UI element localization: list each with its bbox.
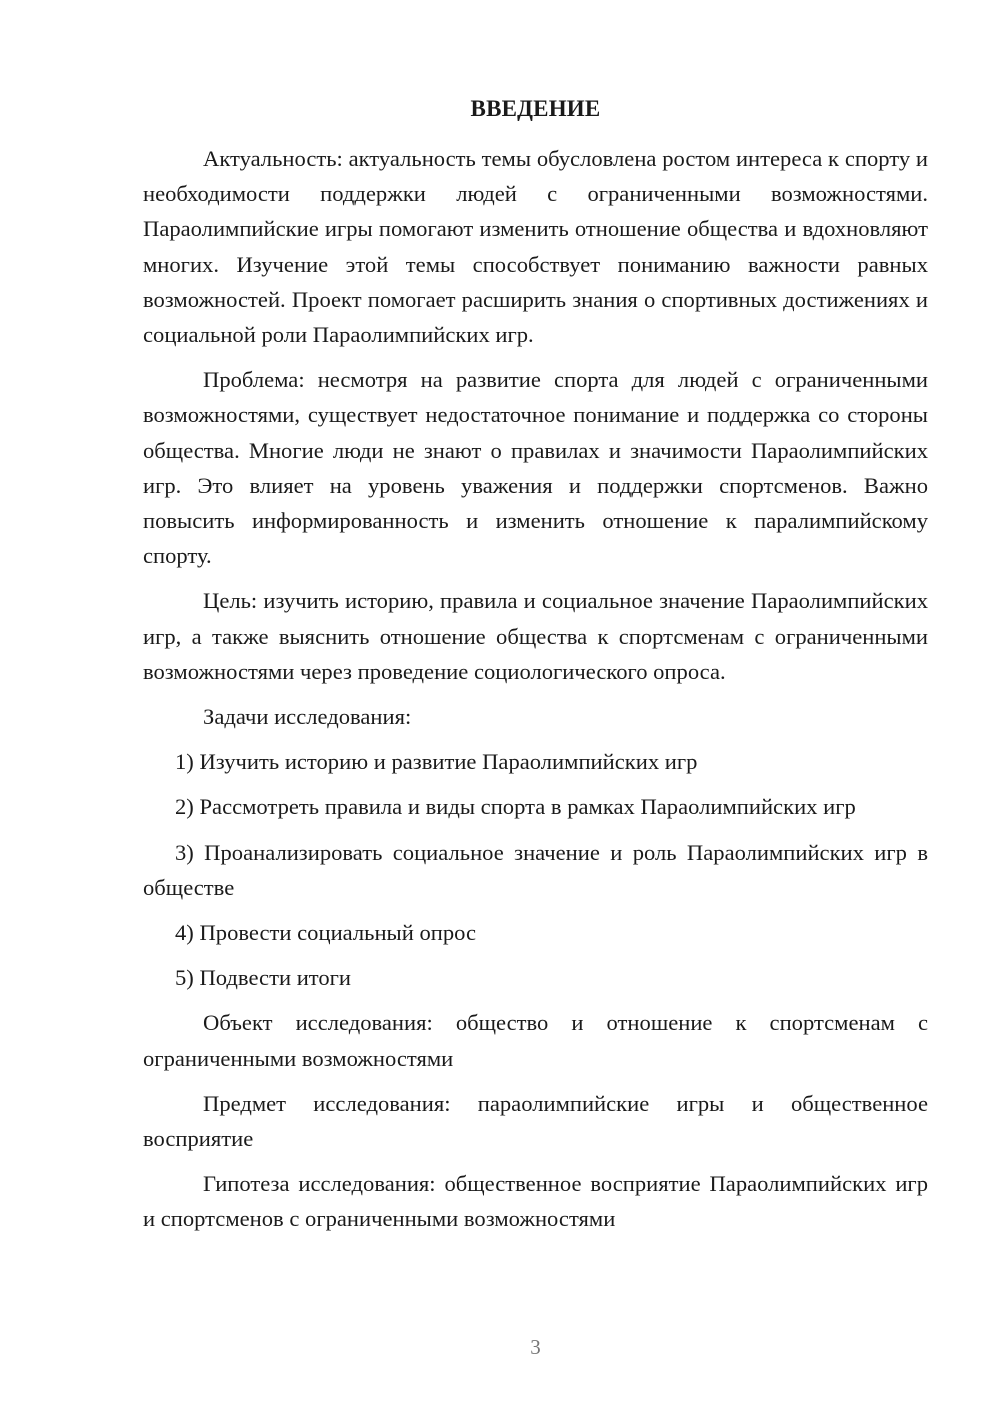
problem-paragraph: Проблема: несмотря на развитие спорта для людей с ограниченными возможностями, существует недостаточное понимание и поддержка со стороны общества. Многие люди не знают о правилах и значимости Параолимпийских игр. Это влияет на уровень уважения и поддержки спортсменов. Важно повысить информированность и изменить отношение к паралимпийскому спорту. <box>143 367 928 569</box>
task-item: 3) Проанализировать социальное значение и роль Параолимпийских игр в обществе <box>143 839 928 900</box>
goal-paragraph: Цель: изучить историю, правила и социальное значение Параолимпийских игр, а также выяснить отношение общества к спортсменам с ограниченными возможностями через проведение социологического опроса. <box>143 588 928 684</box>
tasks-heading: Задачи исследования: <box>203 704 412 730</box>
page-number: 3 <box>530 1335 541 1359</box>
task-item: 5) Подвести итоги <box>175 965 352 991</box>
research-object-paragraph: Объект исследования: общество и отношение к спортсменам с ограниченными возможностями <box>143 1010 928 1071</box>
hypothesis-paragraph: Гипотеза исследования: общественное восприятие Параолимпийских игр и спортсменов с ограниченными возможностями <box>143 1171 928 1232</box>
document-body <box>143 141 928 1237</box>
relevance-paragraph: Актуальность: актуальность темы обусловлена ростом интереса к спорту и необходимости поддержки людей с ограниченными возможностями. Параолимпийские игры помогают изменить отношение общества и вдохновляют многих. Изучение этой темы способствует пониманию важности равных возможностей. Проект помогает расширить знания о спортивных достижениях и социальной роли Параолимпийских игр. <box>143 146 928 348</box>
task-item: 4) Провести социальный опрос <box>175 920 477 946</box>
research-subject-paragraph: Предмет исследования: параолимпийские игры и общественное восприятие <box>143 1090 928 1152</box>
task-item: 1) Изучить историю и развитие Параолимпийских игр <box>175 749 698 775</box>
task-item: 2) Рассмотреть правила и виды спорта в рамках Параолимпийских игр <box>175 794 856 820</box>
document-page <box>143 0 928 1414</box>
document-title: ВВЕДЕНИЕ <box>470 96 601 121</box>
